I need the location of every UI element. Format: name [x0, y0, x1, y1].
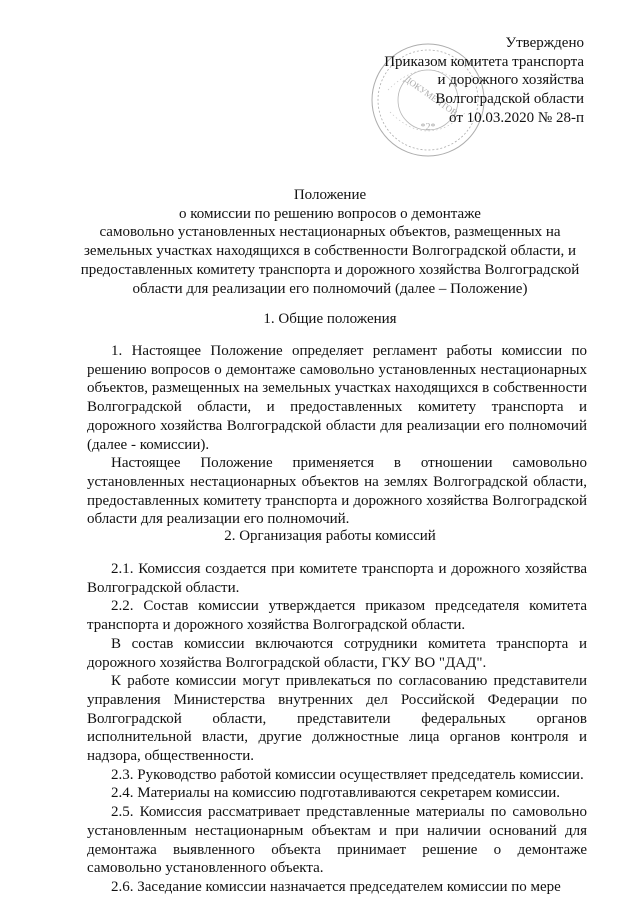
approval-line: и дорожного хозяйства	[437, 72, 584, 89]
paragraph: 2.6. Заседание комиссии назначается председателем комиссии по мере	[111, 878, 561, 895]
paragraph: 1. Настоящее Положение определяет регламент работы комиссии по решению вопросов о демонтаже самовольно установленных нестационарных объектов, размещенных на земельных участках находящихся в собственности Волгоградской области, и предоставленных комитету транспорта и дорожного хозяйства Волгоградской области для реализации его полномочий (далее - комиссии).	[87, 343, 587, 453]
paragraph: К работе комиссии могут привлекаться по согласованию представители управления Министерства внутренних дел Российской Федерации по Волгоградской области, представители федеральных органов исполнительной власти, другие должностные лица органов контроля и надзора, общественности.	[87, 673, 587, 765]
title-line: области для реализации его полномочий (далее – Положение)	[132, 280, 528, 297]
paragraph: 2.1. Комиссия создается при комитете транспорта и дорожного хозяйства Волгоградской области.	[87, 561, 587, 596]
section-heading: 1. Общие положения	[263, 311, 397, 327]
section-2-body	[87, 560, 587, 897]
approval-block	[384, 34, 584, 128]
approval-line: Утверждено	[505, 35, 584, 51]
paragraph: 2.4. Материалы на комиссию подготавливаются секретарем комиссии.	[111, 785, 561, 802]
approval-line: Волгоградской области	[435, 91, 584, 108]
paragraph: 2.5. Комиссия рассматривает представленные материалы по самовольно установленным нестационарным объектам и при наличии оснований для демонтажа выявленного объекта принимает решение о демонтаже самовольно установленного объекта.	[87, 804, 587, 877]
paragraph: В состав комиссии включаются сотрудники комитета транспорта и дорожного хозяйства Волгоградской области, ГКУ ВО "ДАД".	[87, 635, 587, 671]
title-line: о комиссии по решению вопросов о демонтаже	[179, 205, 481, 222]
title-line: самовольно установленных нестационарных объектов, размещенных на	[99, 224, 561, 241]
paragraph: 2.2. Состав комиссии утверждается приказом председателя комитета транспорта и дорожного хозяйства Волгоградской области.	[87, 598, 587, 634]
title-line: предоставленных комитету транспорта и дорожного хозяйства Волгоградской	[80, 261, 580, 278]
title-line: Положение	[293, 187, 367, 203]
section-heading: 2. Организация работы комиссий	[224, 528, 436, 544]
approval-date-number: от 10.03.2020 № 28-п	[449, 109, 584, 126]
svg-text:*2*: *2*	[420, 122, 436, 133]
svg-text:ДОКУМЕНТОВ: ДОКУМЕНТОВ	[402, 73, 460, 118]
document-title	[70, 186, 590, 298]
title-line: земельных участках находящихся в собственности Волгоградской области, и	[83, 243, 576, 260]
approval-line: Приказом комитета транспорта	[384, 53, 584, 70]
section-1-body	[87, 342, 587, 529]
paragraph: 2.3. Руководство работой комиссии осуществляет председатель комиссии.	[111, 766, 584, 783]
paragraph: Настоящее Положение применяется в отношении самовольно установленных нестационарных объектов на землях Волгоградской области, предоставленных комитету транспорта и дорожного хозяйства Волгоградской области для реализации его полномочий.	[87, 455, 587, 528]
